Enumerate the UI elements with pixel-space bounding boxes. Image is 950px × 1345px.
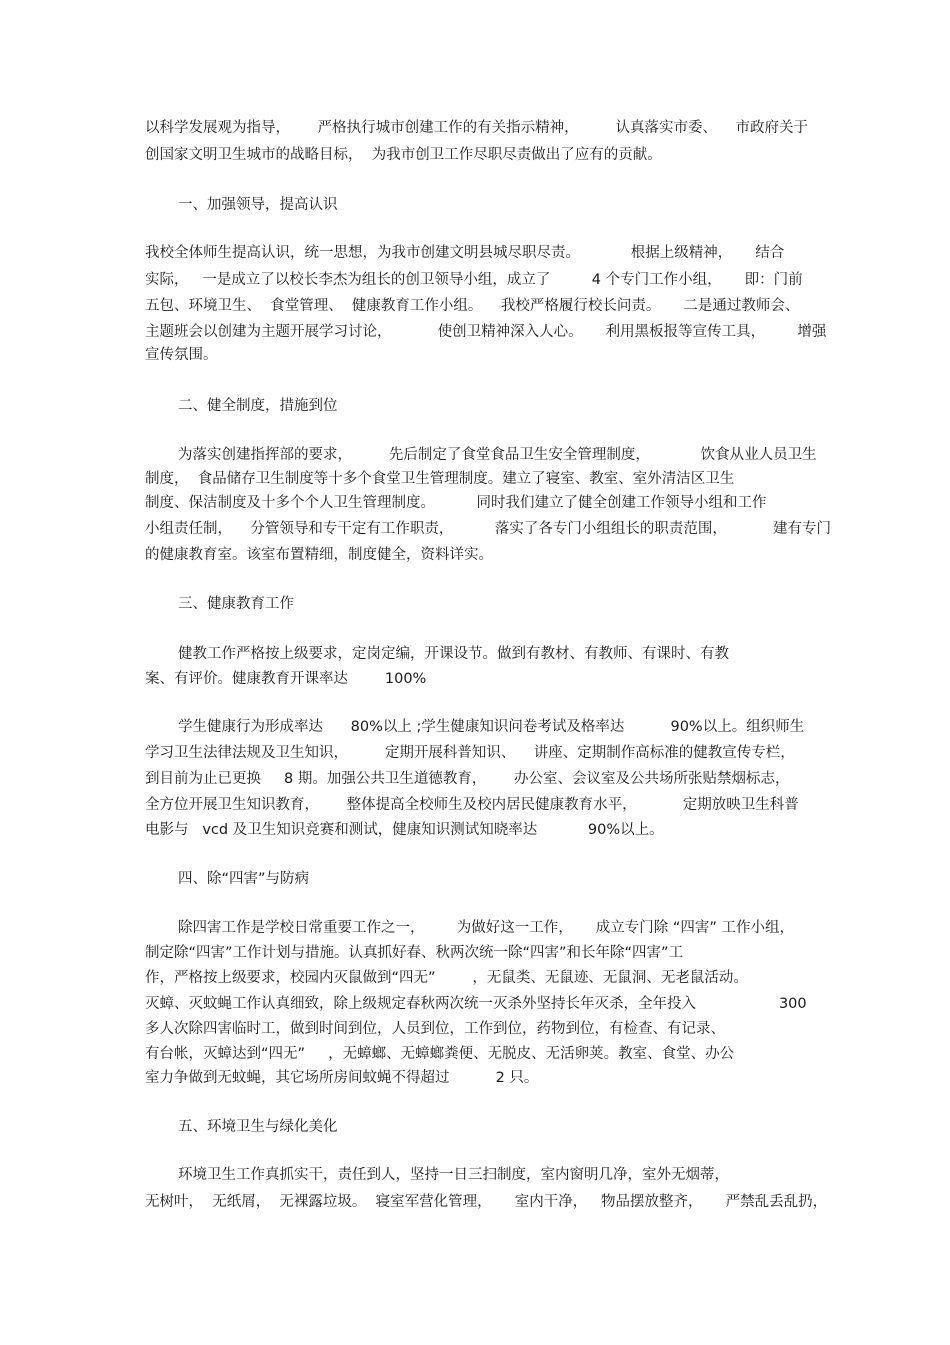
paragraph-line: 室力争做到无蚊蝇，其它场所房间蚊蝇不得超过 2 只。 (145, 1070, 539, 1086)
section-heading: 一、加强领导，提高认识 (178, 197, 338, 213)
paragraph-line: 作，严格按上级要求，校园内灭鼠做到“四无” ，无鼠类、无鼠迹、无鼠洞、无老鼠活动。 (145, 970, 748, 986)
paragraph-line: 主题班会以创建为主题开展学习讨论， 使创卫精神深入人心。 利用黑板报等宣传工具， 增强 (145, 324, 827, 340)
paragraph-line: 学生健康行为形成率达 80%以上 ;学生健康知识问卷考试及格率达 90%以上。组织师生 (178, 719, 805, 735)
paragraph-line: 多人次除四害临时工，做到时间到位，人员到位，工作到位，药物到位，有检查、有记录、 (145, 1021, 725, 1037)
intro-line: 创国家文明卫生城市的战略目标， 为我市创卫工作尽职尽责做出了应有的贡献。 (145, 147, 662, 163)
paragraph-line: 小组责任制， 分管领导和专干定有工作职责， 落实了各专门小组组长的职责范围， 建有专门 (145, 521, 832, 537)
paragraph-line: 无树叶， 无纸屑， 无裸露垃圾。 寝室军营化管理， 室内干净， 物品摆放整齐， 严禁乱丢乱扔， (145, 1194, 828, 1210)
paragraph-line: 灭蟑、灭蚊蝇工作认真细致，除上级规定春秋两次统一灭杀外坚持长年灭杀，全年投入 300 (145, 996, 807, 1012)
paragraph-line: 制度， 食品储存卫生制度等十多个食堂卫生管理制度。建立了寝室、教室、室外清洁区卫生 (145, 471, 735, 487)
paragraph-line: 学习卫生法律法规及卫生知识， 定期开展科普知识、 讲座、定期制作高标准的健教宣传专栏， (145, 745, 795, 761)
paragraph-line: 制度、保洁制度及十多个个人卫生管理制度。 同时我们建立了健全创建工作领导小组和工作 (145, 495, 767, 511)
section-heading: 五、环境卫生与绿化美化 (178, 1119, 338, 1135)
paragraph-line: 五包、环境卫生、 食堂管理、 健康教育工作小组。 我校严格履行校长问责。 二是通过教师会、 (145, 298, 800, 314)
paragraph-line: 的健康教育室。该室布置精细，制度健全，资料详实。 (145, 547, 493, 563)
paragraph-line: 全方位开展卫生知识教育， 整体提高全校师生及校内居民健康教育水平， 定期放映卫生科普 (145, 797, 799, 813)
paragraph-line: 我校全体师生提高认识，统一思想，为我市创建文明县城尽职尽责。 根据上级精神， 结合 (145, 245, 785, 261)
paragraph-line: 案、有评价。健康教育开课率达 100% (145, 671, 427, 687)
paragraph-line: 有台帐，灭蟑达到“四无” ，无蟑螂、无蟑螂粪便、无脱皮、无活卵荚。教室、食堂、办公 (145, 1046, 735, 1062)
section-heading: 二、健全制度，措施到位 (178, 398, 338, 414)
intro-line: 以科学发展观为指导， 严格执行城市创建工作的有关指示精神， 认真落实市委、 市政府关于 (145, 120, 808, 136)
section-heading: 四、除“四害”与防病 (178, 871, 310, 887)
paragraph-line: 为落实创建指挥部的要求， 先后制定了食堂食品卫生安全管理制度， 饮食从业人员卫生 (178, 447, 817, 463)
paragraph-line: 到目前为止已更换 8 期。加强公共卫生道德教育， 办公室、会议室及公共场所张贴禁烟标志， (145, 771, 790, 787)
paragraph-line: 环境卫生工作真抓实干，责任到人，坚持一日三扫制度，室内窗明几净，室外无烟蒂， (178, 1167, 729, 1183)
paragraph-line: 宣传氛围。 (145, 347, 218, 363)
paragraph-line: 实际， 一是成立了以校长李杰为组长的创卫领导小组，成立了 4 个专门工作小组， 即：门前 (145, 272, 803, 288)
paragraph-line: 除四害工作是学校日常重要工作之一， 为做好这一工作， 成立专门除 “四害” 工作小组， (178, 920, 795, 936)
paragraph-line: 制定除“四害”工作计划与措施。认真抓好春、秋两次统一除“四害”和长年除“四害”工 (145, 945, 684, 961)
section-heading: 三、健康教育工作 (178, 596, 294, 612)
paragraph-line: 电影与 vcd 及卫生知识竞赛和测试，健康知识测试知晓率达 90%以上。 (145, 822, 664, 838)
paragraph-line: 健教工作严格按上级要求，定岗定编，开课设节。做到有教材、有教师、有课时、有教 (178, 646, 729, 662)
